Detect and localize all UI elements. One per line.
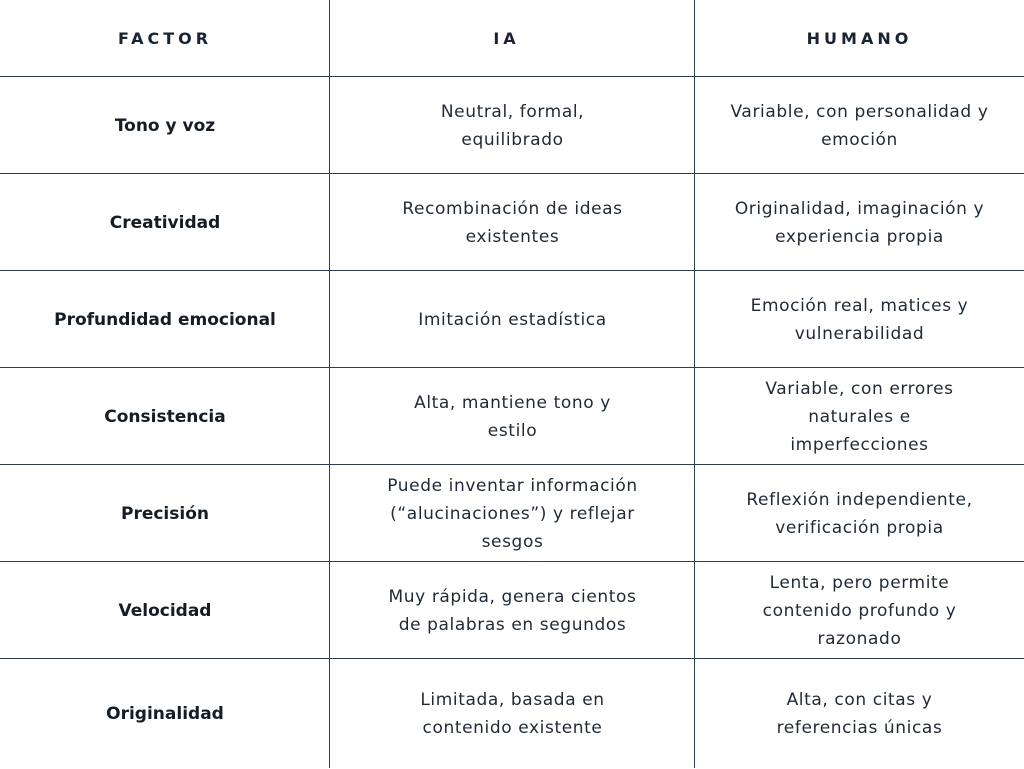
factor-cell: Precisión: [120, 503, 209, 524]
ia-text: Muy rápida, genera cientos de palabras en segundos: [388, 586, 637, 635]
table-row-profundidad: [0, 271, 1024, 368]
ia-cell: [330, 174, 695, 271]
humano-text: Variable, con personalidad y emoción: [730, 101, 989, 150]
ia-cell: [330, 659, 695, 769]
ia-text: Limitada, basada en contenido existente: [420, 690, 605, 738]
table-row-precision: [0, 465, 1024, 562]
factor-cell: Creatividad: [109, 212, 221, 233]
humano-cell: [695, 659, 1024, 769]
header-ia: IA: [493, 29, 520, 48]
ia-cell: [330, 77, 695, 174]
ia-cell: [330, 271, 695, 368]
humano-cell: [695, 368, 1024, 465]
ia-cell: [330, 562, 695, 659]
ia-text: Alta, mantiene tono y estilo: [414, 392, 611, 441]
header-factor: FACTOR: [117, 29, 213, 48]
humano-text: Originalidad, imaginación y experiencia propia: [734, 198, 985, 247]
table-row-originalidad: [0, 659, 1024, 769]
humano-cell: [695, 562, 1024, 659]
ia-text: Puede inventar información (“alucinaciones”) y reflejar sesgos: [387, 475, 638, 552]
factor-cell: Tono y voz: [114, 115, 216, 136]
table-row-velocidad: [0, 562, 1024, 659]
header-row: [0, 0, 1024, 77]
header-humano: HUMANO: [806, 29, 913, 48]
table-row-tono: [0, 77, 1024, 174]
humano-text: Variable, con errores naturales e imperfecciones: [765, 378, 954, 455]
humano-cell: [695, 465, 1024, 562]
factor-cell: Velocidad: [118, 600, 212, 621]
ia-cell: [330, 368, 695, 465]
ia-text: Recombinación de ideas existentes: [402, 198, 623, 247]
humano-cell: [695, 174, 1024, 271]
ia-cell: [330, 465, 695, 562]
humano-text: Lenta, pero permite contenido profundo y razonado: [762, 572, 957, 649]
ia-text: Neutral, formal, equilibrado: [440, 101, 585, 150]
humano-text: Emoción real, matices y vulnerabilidad: [750, 295, 969, 344]
table-row-creatividad: [0, 174, 1024, 271]
humano-cell: [695, 271, 1024, 368]
factor-cell: Originalidad: [106, 704, 224, 724]
factor-cell: Consistencia: [104, 406, 226, 427]
humano-cell: [695, 77, 1024, 174]
ia-text: Imitación estadística: [418, 309, 607, 330]
table-row-consistencia: [0, 368, 1024, 465]
factor-cell: Profundidad emocional: [54, 309, 276, 330]
humano-text: Alta, con citas y referencias únicas: [776, 690, 943, 738]
humano-text: Reflexión independiente, verificación propia: [746, 489, 973, 538]
